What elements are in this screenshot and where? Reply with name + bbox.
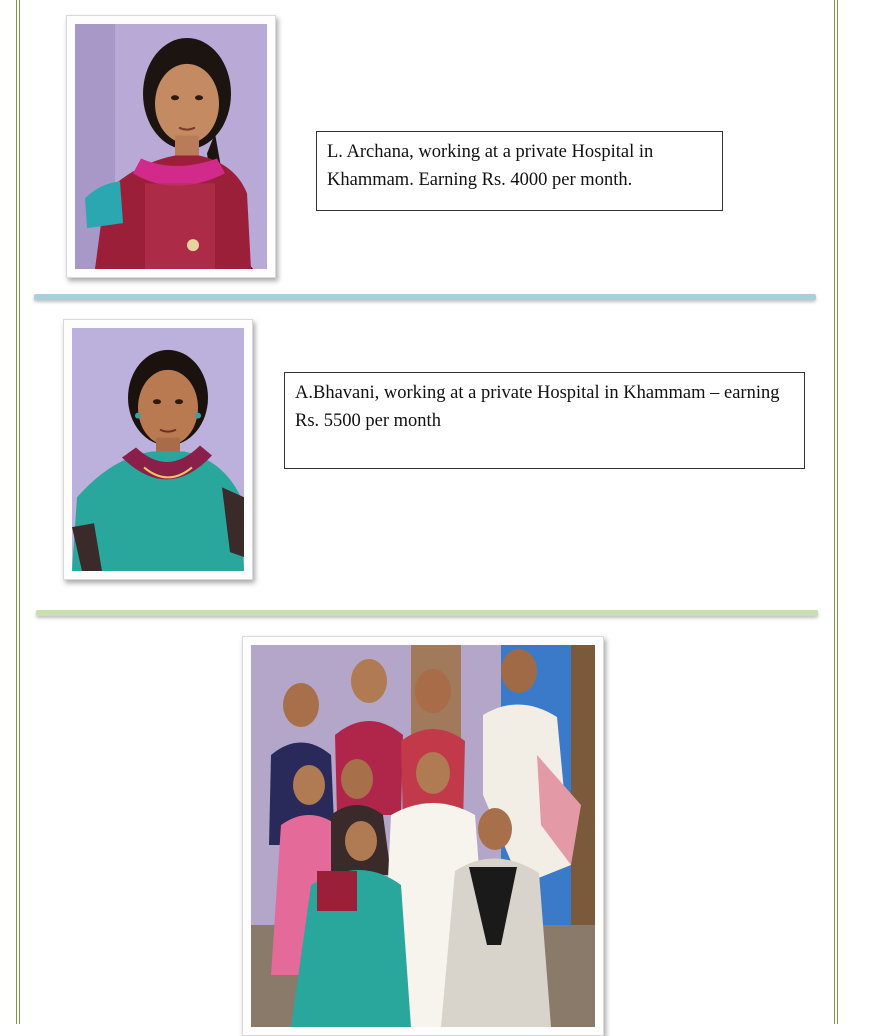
photo-frame-archana bbox=[66, 15, 276, 278]
portrait-photo-bhavani bbox=[72, 328, 244, 571]
photo-frame-group bbox=[242, 636, 604, 1036]
divider-green bbox=[36, 610, 818, 616]
caption-box-bhavani bbox=[284, 372, 805, 469]
group-photo bbox=[251, 645, 595, 1027]
page-border-right bbox=[834, 0, 838, 1024]
divider-blue bbox=[34, 294, 816, 300]
caption-text-archana: L. Archana, working at a private Hospital in Khammam. Earning Rs. 4000 per month. bbox=[327, 142, 654, 190]
page-border-left bbox=[16, 0, 20, 1024]
portrait-photo-archana bbox=[75, 24, 267, 269]
photo-frame-bhavani bbox=[63, 319, 253, 580]
caption-text-bhavani: A.Bhavani, working at a private Hospital in Khammam – earning Rs. 5500 per month bbox=[295, 383, 780, 431]
caption-box-archana bbox=[316, 131, 723, 211]
